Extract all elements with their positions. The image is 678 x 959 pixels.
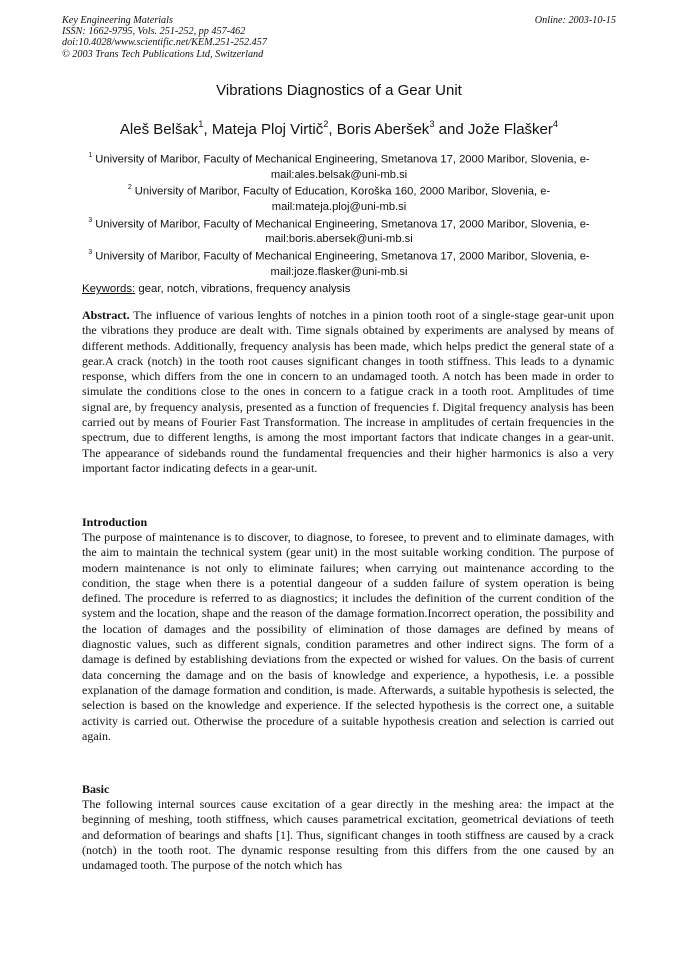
journal-name: Key Engineering Materials [62,15,173,26]
keywords-text: gear, notch, vibrations, frequency analysis [135,283,351,295]
keywords-label: Keywords: [82,283,136,295]
affiliation [80,182,598,214]
affiliation [80,247,598,279]
author-separator: and [434,121,468,138]
author-sup: 1 [198,118,204,129]
paper-title: Vibrations Diagnostics of a Gear Unit [216,82,462,99]
author: Aleš Belšak [119,121,199,138]
author-sup: 3 [429,118,435,129]
author-sup: 4 [552,118,559,129]
author-separator: , [203,121,212,138]
affiliation-text: University of Maribor, Faculty of Education, Koroška 160, 2000 Maribor, Slovenia, e-mail:mateja.ploj@uni-mb.si [134,186,551,213]
abstract [82,308,614,476]
author: Jože Flašker [467,121,553,138]
affiliation-text: University of Maribor, Faculty of Mechanical Engineering, Smetanova 17, 2000 Maribor, Slovenia, e-mail:boris.abersek@uni-mb.si [95,218,590,246]
doi-line: doi:10.4028/www.scientific.net/KEM.251-252.457 [62,37,267,49]
online-date: Online: 2003-10-15 [534,15,616,26]
affiliation-sup: 1 [88,151,93,159]
affiliation-text: University of Maribor, Faculty of Mechanical Engineering, Smetanova 17, 2000 Maribor, Slovenia, e-mail:ales.belsak@uni-mb.si [95,153,590,181]
issn-line: ISSN: 1662-9795, Vols. 251-252, pp 457-462 [62,26,246,38]
affiliation-sup: 3 [88,216,93,224]
author-sup: 2 [323,118,329,129]
affiliations [80,150,598,279]
keywords [82,282,350,296]
affiliation [80,215,598,247]
affiliation-sup: 3 [88,248,93,256]
section-heading-introduction: Introduction [82,515,148,529]
abstract-label: Abstract. [82,308,130,322]
author-list [0,116,678,139]
affiliation-sup: 2 [127,184,132,192]
author: Mateja Ploj Virtič [211,121,324,138]
abstract-text: The influence of various lenghts of notches in a pinion tooth root of a single-stage gear-unit upon the vibrations they produce are dealt with. Time signals obtained by experiments are analysed by means of different methods. Additionally, frequency analysis has been made, which helps predict the general state of a gear.A crack (notch) in the tooth root causes significant changes in tooth stiffness. This leads to a dynamic response, which differs from the one in concern to an undamaged tooth. A notch has been made in order to simulate the conditions close to the ones in concern to a fatigue crack in a tooth root. Amplitudes of time signal are, by frequency analysis, presented as a function of frequencies f. Digital frequency analysis has been carried out by means of Fourier Fast Transformation. The increase in amplitudes of certain frequencies in the spectrum, due to different lengths, is among the most important factors that indicate changes in a gear-unit. The appearance of sidebands round the fundamental frequencies and their higher harmonics is also a very important factor indicating defects in a gear-unit. [82,308,614,475]
journal-header [62,15,267,60]
section-heading-basic: Basic [82,782,110,796]
affiliation [80,150,598,182]
author: Boris Aberšek [336,121,430,138]
affiliation-text: University of Maribor, Faculty of Mechanical Engineering, Smetanova 17, 2000 Maribor, Slovenia, e-mail:joze.flasker@uni-mb.si [95,250,590,278]
basic-paragraph: The following internal sources cause excitation of a gear directly in the meshing area: the impact at the beginning of meshing, tooth stiffness, which causes parametrical excitation, geometrical deviations of teeth and deformation of bearings and shafts [1]. Thus, significant changes in tooth stiffness are caused by a crack (notch) in the tooth root. The dynamic response resulting from this differs from the one caused by an undamaged tooth. The purpose of the notch which has [82,797,614,873]
author-separator: , [328,121,337,138]
introduction-paragraph: The purpose of maintenance is to discover, to diagnose, to foresee, to prevent and to eliminate damages, with the aim to maintain the technical system (gear unit) in the most suitable working condition. The purpose of modern maintenance is not only to eliminate failures; when carrying out maintenance according to the condition, the stage when there is a potential dangeour of a sudden failure of system operation is being defined. The procedure is referred to as diagnostics; it includes the definition of the current condition of the system and the location, shape and the reason of the damage formation.Incorrect operation, the possibility and the location of damages and the possibility of elimination of those damages are defined by means of diagnostic values, such as different signals, condition parametres and other indirect signs. The form of a damage is defined by establishing deviations from the expected or wished for values. On the basis of current data concerning the damage and on the basis of knowledge and experience, a hypothesis, i.e. a possible explanation of the damage formation and condition, is made. Afterwards, a suitable hypothesis is selected, the selection is based on the knowledge and experience. If the selected hypothesis is the correct one, a suitable activity is carried out. Otherwise the procedure of a suitable hypothesis creation and selection is carried out again. [82,530,614,743]
copyright-line: © 2003 Trans Tech Publications Ltd, Switzerland [62,48,264,60]
